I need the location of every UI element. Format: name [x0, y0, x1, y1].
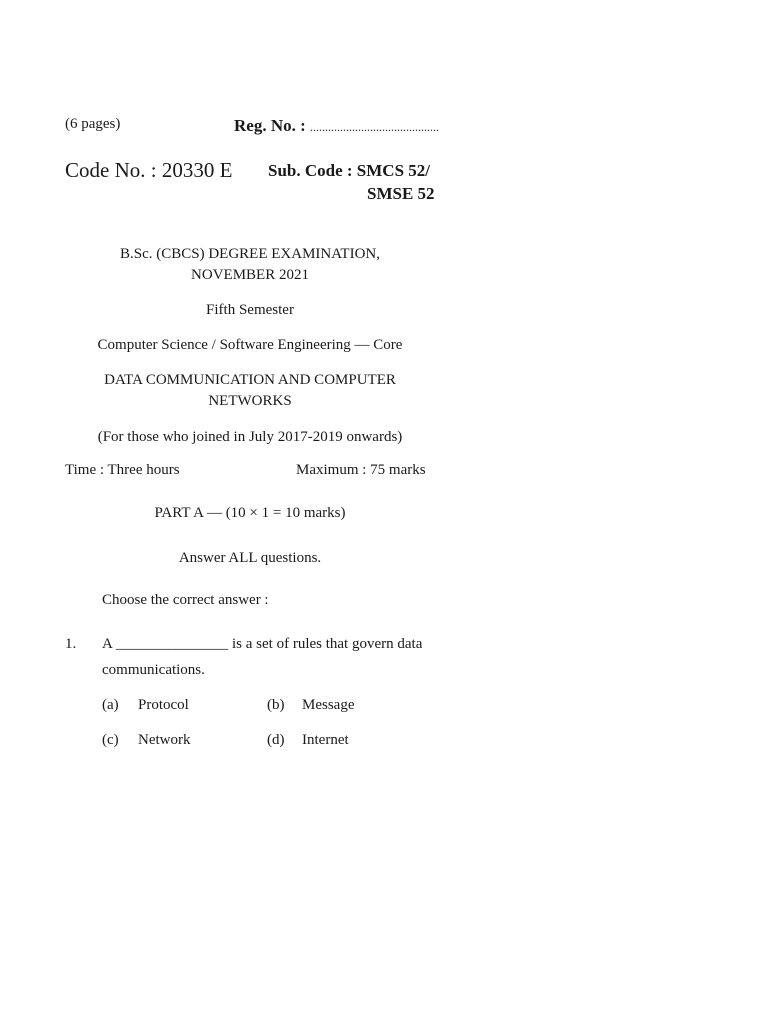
joined-note: (For those who joined in July 2017-2019 onwards) [97, 429, 403, 445]
part-a-instruction: Answer ALL questions. [178, 550, 322, 566]
department: Computer Science / Software Engineering — Core [97, 337, 403, 353]
option-a-text: Protocol [138, 697, 189, 713]
option-d-text: Internet [302, 732, 349, 748]
reg-no-blank: ........................................... [310, 120, 440, 134]
question-number: 1. [65, 636, 77, 652]
course-title [65, 370, 435, 412]
time-allowed: Time : Three hours [65, 462, 180, 478]
option-b-text: Message [302, 697, 355, 713]
option-a-label: (a) [102, 697, 119, 713]
part-a-title: PART A — (10 × 1 = 10 marks) [154, 505, 346, 521]
question-text-line-2: communications. [102, 662, 205, 678]
sub-code-line-2: SMSE 52 [367, 184, 435, 203]
degree-title [65, 244, 435, 286]
reg-no-label: Reg. No. : [234, 116, 306, 135]
reg-no-field [234, 116, 439, 136]
degree-line-1: B.Sc. (CBCS) DEGREE EXAMINATION, [120, 246, 380, 262]
code-number: Code No. : 20330 E [65, 158, 233, 182]
maximum-marks: Maximum : 75 marks [296, 462, 426, 478]
question-text-line-1: A _______________ is a set of rules that govern data [102, 636, 423, 652]
degree-line-2: NOVEMBER 2021 [191, 267, 309, 283]
course-line-2: NETWORKS [208, 393, 292, 409]
choose-instruction: Choose the correct answer : [102, 592, 269, 608]
option-b-label: (b) [267, 697, 285, 713]
semester: Fifth Semester [206, 302, 294, 318]
option-c-text: Network [138, 732, 191, 748]
option-c-label: (c) [102, 732, 119, 748]
page-count: (6 pages) [65, 116, 121, 132]
option-d-label: (d) [267, 732, 285, 748]
course-line-1: DATA COMMUNICATION AND COMPUTER [104, 372, 396, 388]
sub-code-line-1: Sub. Code : SMCS 52/ [268, 161, 431, 180]
